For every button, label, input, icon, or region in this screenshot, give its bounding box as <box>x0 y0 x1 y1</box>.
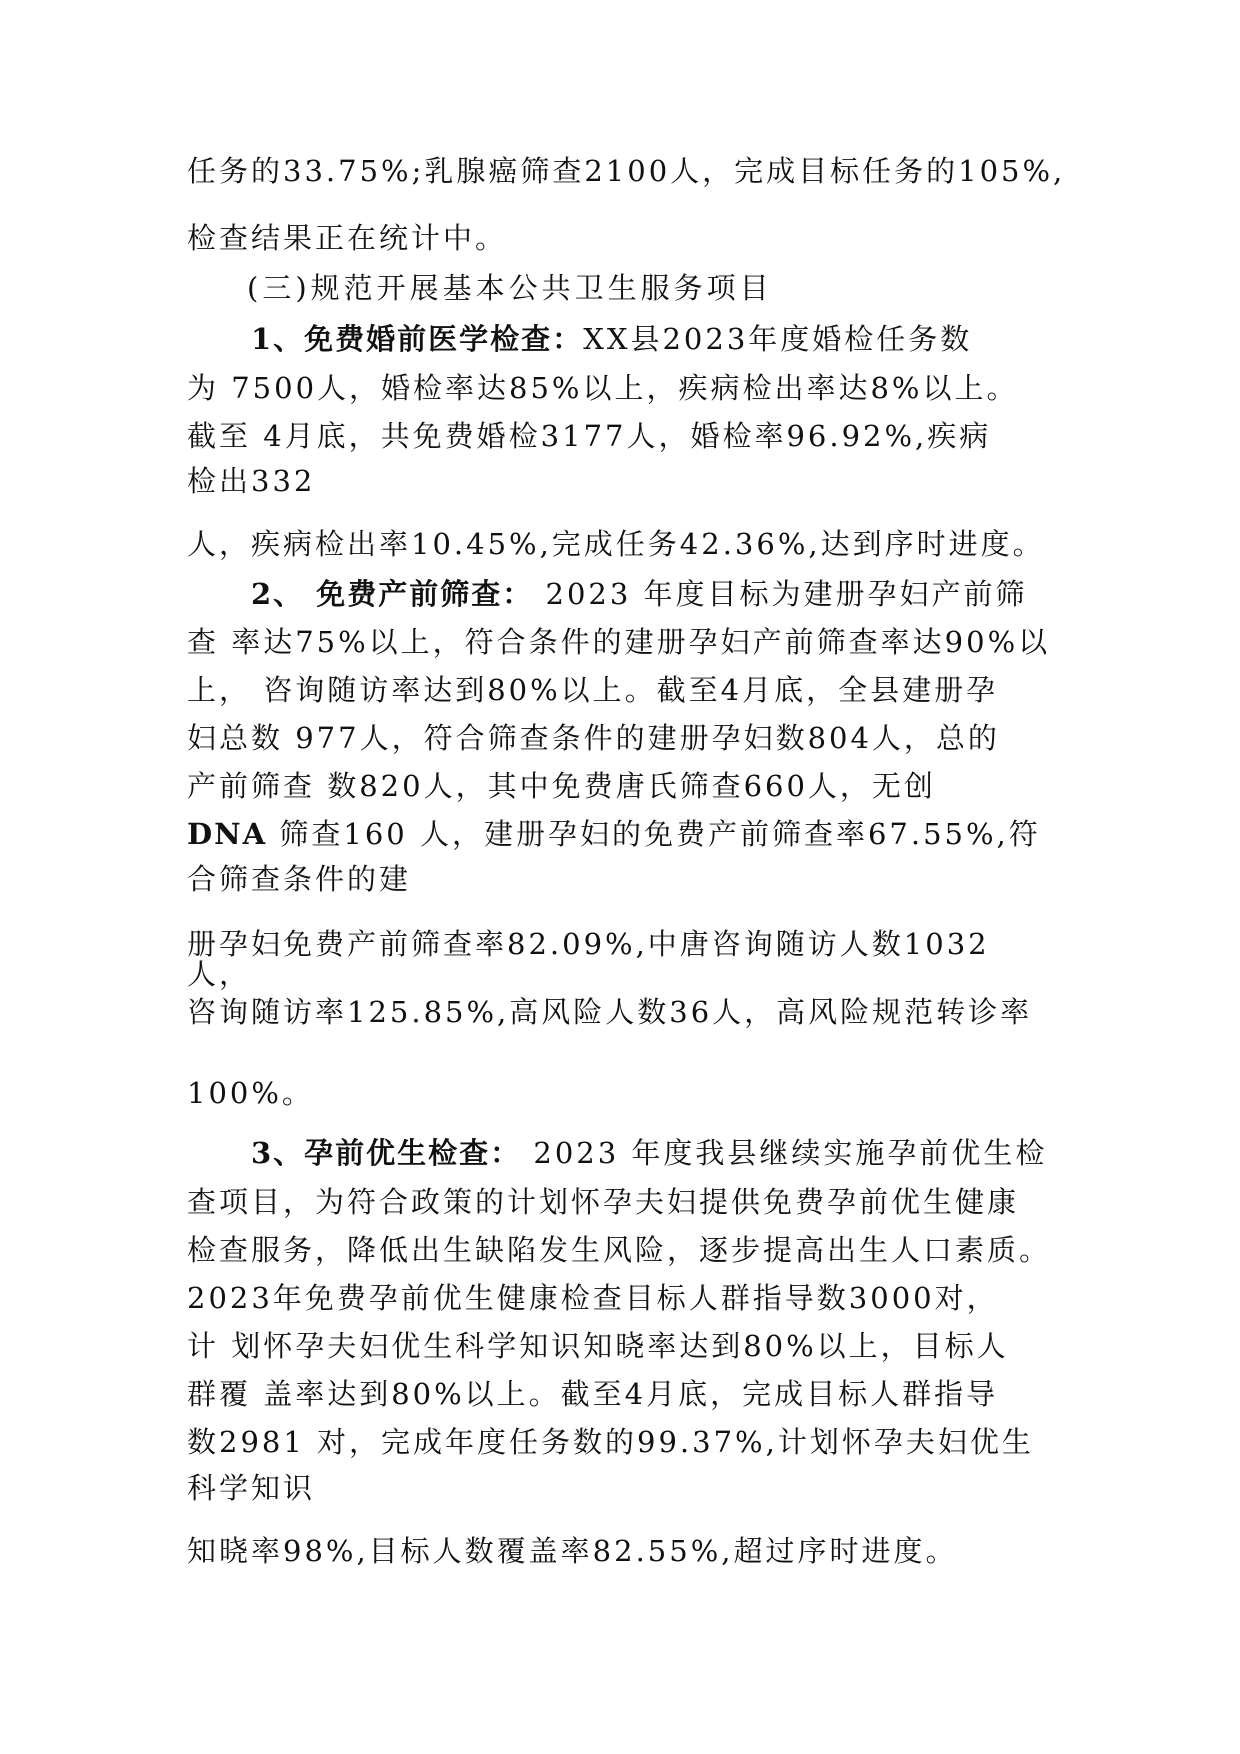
text-line: 检查结果正在统计中。 <box>187 221 508 255</box>
text-line: 为 7500人，婚检率达85%以上，疾病检出率达8%以上。 <box>187 371 1019 405</box>
text-line: 合筛查条件的建 <box>187 862 412 896</box>
text-line: 人，疾病检出率10.45%,完成任务42.36%,达到序时进度。 <box>187 527 1045 561</box>
text-line: 查 率达75%以上，符合条件的建册孕妇产前筛查率达90%以 <box>187 625 1051 659</box>
text-line <box>251 321 1121 357</box>
text-line <box>251 1135 1121 1171</box>
text-line: 数2981 对，完成年度任务数的99.37%,计划怀孕夫妇优生 <box>187 1425 1034 1459</box>
text-line: 检出332 <box>187 464 316 498</box>
text-span: XX县2023年度婚检任务数 <box>583 322 973 356</box>
text-line: 知晓率98%,目标人数覆盖率82.55%,超过序时进度。 <box>187 1534 958 1568</box>
text-line: 科学知识 <box>187 1471 316 1505</box>
text-line: 100%。 <box>187 1076 314 1110</box>
text-line: 人， <box>187 957 252 991</box>
text-line: 计 划怀孕夫妇优生科学知识知晓率达到80%以上，目标人 <box>187 1329 1009 1363</box>
text-span: 筛查160 人，建册孕妇的免费产前筛查率67.55%,符 <box>267 817 1041 851</box>
text-line: 查项目，为符合政策的计划怀孕夫妇提供免费孕前优生健康 <box>187 1185 1020 1219</box>
text-span: 2023 年度目标为建册孕妇产前筛 <box>533 577 1028 611</box>
text-line: 妇总数 977人，符合筛查条件的建册孕妇数804人，总的 <box>187 721 1000 755</box>
section-heading: (三)规范开展基本公共卫生服务项目 <box>247 271 773 305</box>
item-heading: 3、孕前优生检查： <box>251 1136 522 1170</box>
text-line: 检查服务，降低出生缺陷发生风险，逐步提高出生人口素质。 <box>187 1233 1052 1267</box>
text-span: 2023 年度我县继续实施孕前优生检 <box>521 1136 1048 1170</box>
dna-label: DNA <box>187 817 268 851</box>
text-line: 产前筛查 数820人，其中免费唐氏筛查660人，无创 <box>187 769 936 803</box>
text-line <box>187 816 1057 852</box>
text-line: 截至 4月底，共免费婚检3177人，婚检率96.92%,疾病 <box>187 419 992 453</box>
text-line: 上， 咨询随访率达到80%以上。截至4月底，全县建册孕 <box>187 673 999 707</box>
text-line: 咨询随访率125.85%,高风险人数36人，高风险规范转诊率 <box>187 995 1033 1029</box>
text-line: 册孕妇免费产前筛查率82.09%,中唐咨询随访人数1032 <box>187 927 990 961</box>
text-line: 任务的33.75%;乳腺癌筛查2100人，完成目标任务的105%, <box>187 154 1066 188</box>
item-heading: 1、免费婚前医学检查： <box>251 322 584 356</box>
item-heading: 2、 免费产前筛查： <box>251 577 534 611</box>
text-line: 2023年免费孕前优生健康检查目标人群指导数3000对， <box>187 1281 999 1315</box>
text-line: 群覆 盖率达到80%以上。截至4月底，完成目标人群指导 <box>187 1377 999 1411</box>
text-line <box>251 576 1121 612</box>
